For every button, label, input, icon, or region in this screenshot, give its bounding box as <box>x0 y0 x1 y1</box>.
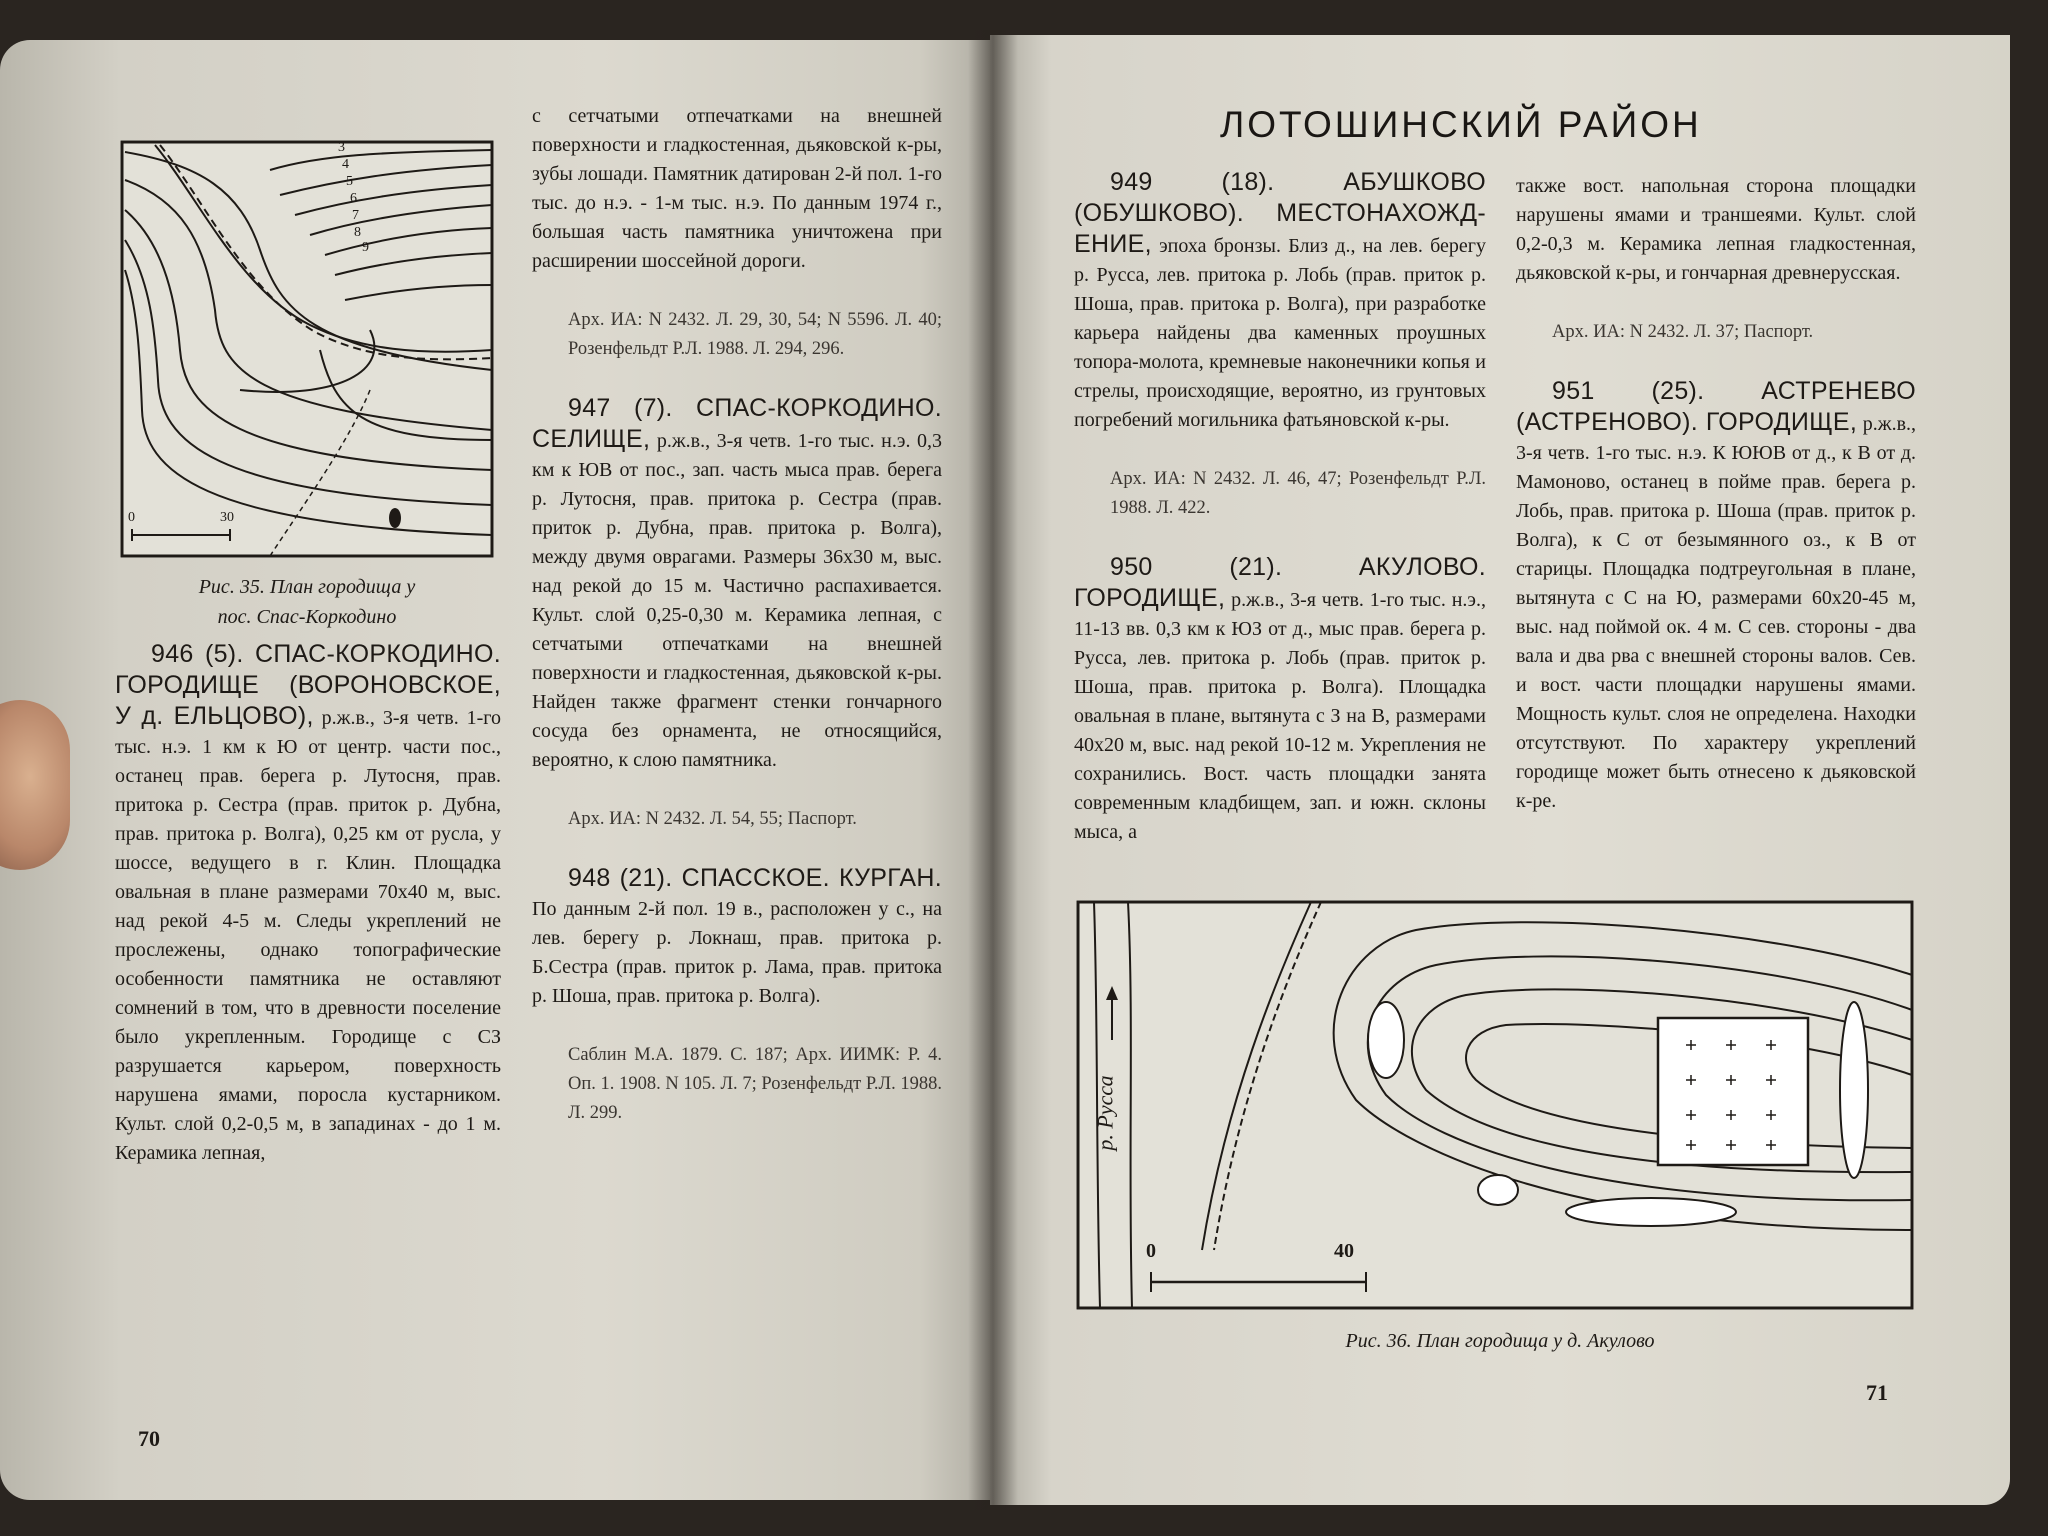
entry-946-body: р.ж.в., 3-я четв. 1-го тыс. н.э. 1 км к Ю от центр. части пос., останец прав. берега р. Лутосня, прав. притока р. Сестра (прав. приток р. Дубна, прав. притока р. Волга), 0,25 км от русла, у шоссе, ведущего в г. Клин. Площадка овальная в плане размерами 70х40 м, выс. над рекой 4-5 м. Следы укреплений не прослежены, однако топографические особенности памятника не оставляют сомнений в том, что в древности поселение было укрепленным. Городище с СЗ разрушается карьером, поверхность нарушена ямами, поросла кустарником. Культ. слой 0,2-0,5 м, в западинах - до 1 м. Керамика лепная, <box>115 707 501 1164</box>
contour-label: 4 <box>342 157 349 172</box>
entry-947-body: р.ж.в., 3-я четв. 1-го тыс. н.э. 0,3 км к ЮВ от пос., зап. часть мыса прав. берега р. Лутосня, прав. притока р. Сестра (прав. приток р. Дубна, прав. притока р. Волга), между двумя оврагами. Размеры 36х30 м, выс. над рекой до 15 м. Частично распахивается. Культ. слой 0,25-0,30 м. Керамика лепная, с сетчатыми отпечатками на внешней поверхности и гладкостенная, дьяковской к-ры. Найден также фрагмент стенки гончарного сосуда без орнамента, не относящийся, вероятно, к слою памятника. <box>532 430 943 771</box>
reference: Саблин М.А. 1879. С. 187; Арх. ИИМК: Р. 4. Оп. 1. 1908. N 105. Л. 7; Розенфельдт Р.Л. 1988. Л. 299. <box>568 1045 942 1123</box>
reference: Арх. ИА: N 2432. Л. 29, 30, 54; N 5596. Л. 40; Розенфельдт Р.Л. 1988. Л. 294, 296. <box>568 310 942 359</box>
page-number-right: 71 <box>1866 1380 1888 1405</box>
contour-label: 6 <box>350 191 357 206</box>
right-col1 <box>1074 168 1486 847</box>
entry-950-heading: 950 (21). АКУЛОВО. ГОРОДИЩЕ, <box>1074 553 1486 612</box>
entry-951-body: р.ж.в., 3-я четв. 1-го тыс. н.э. К ЮЮВ от д., к В от д. Мамоново, останец в пойме прав. берега р. Лобь, прав. притока р. Шоша (прав. приток р. Волга), к С от безымянного оз., к В от старицы. Площадка подтреугольная в плане, вытянута с С на Ю, размерами 60х20-45 м, выс. над поймой ок. 4 м. С сев. стороны - два вала и два рва с внешней стороны валов. Сев. и вост. части площадки нарушены ямами. Мощность культ. слоя не определена. Находки отсутствуют. По характеру укреплений городище может быть отнесено к дьяковской к-ре. <box>1516 413 1917 812</box>
page-number-left: 70 <box>138 1426 160 1451</box>
caption-line: Рис. 35. План городища у <box>198 576 416 598</box>
left-col2 <box>532 102 942 1158</box>
reference: Арх. ИА: N 2432. Л. 54, 55; Паспорт. <box>568 809 857 829</box>
contour-label: 9 <box>362 240 369 255</box>
entry-950-body: р.ж.в., 3-я четв. 1-го тыс. н.э., 11-13 вв. 0,3 км к ЮЗ от д., мыс прав. берега р. Русса, лев. притока р. Лобь (прав. приток р. Шоша, прав. притока р. Волга). Площадка овальная в плане, вытянута с З на В, размерами 40х20 м, выс. над рекой 10-12 м. Укрепления не сохранились. Вост. часть площадки занята современным кладбищем, зап. и южн. склоны мыса, а <box>1074 589 1486 843</box>
contour-label: 7 <box>352 208 359 223</box>
scale-label: 30 <box>220 510 234 525</box>
thumb <box>0 700 70 870</box>
contour-label: 8 <box>354 225 361 240</box>
right-col2 <box>1516 172 1916 816</box>
contour-label: 5 <box>346 174 353 189</box>
book-gutter <box>968 30 1018 1510</box>
figure-36-caption: Рис. 36. План городища у д. Акулово <box>1345 1330 1655 1352</box>
figure-36-map <box>1076 900 1914 1310</box>
caption-line: пос. Спас-Коркодино <box>217 606 397 628</box>
entry-946-heading: 946 (5). СПАС-КОРКОДИНО. ГОРОДИЩЕ (ВОРОНОВСКОЕ, У д. ЕЛЬЦОВО), <box>115 640 501 730</box>
scale-label: 40 <box>1334 1240 1354 1262</box>
entry-949-body: эпоха бронзы. Близ д., на лев. берегу р. Русса, лев. притока р. Лобь (прав. приток р. Шоша, прав. притока р. Волга), при разработке карьера найдены два каменных проушных топора-молота, кремневые наконечники копья и стрелы, происходящие, вероятно, из грунтовых погребений могильника фатьяновской к-ры. <box>1074 235 1486 431</box>
river-label: р. Русса <box>1092 1075 1118 1151</box>
entry-948-body: По данным 2-й пол. 19 в., расположен у с., на лев. берегу р. Локнаш, прав. притока р. Б.Сестра (прав. приток р. Лама, прав. притока р. Шоша, прав. притока р. Волга). <box>532 898 942 1007</box>
entry-947-heading: 947 (7). СПАС-КОРКОДИНО. СЕЛИЩЕ, <box>532 394 942 453</box>
scale-label: 0 <box>1146 1240 1156 1262</box>
figure-35-map <box>120 140 494 558</box>
entry-946-continued: с сетчатыми отпечатками на внешней поверхности и гладкостенная, дьяковской к-ры, зубы лошади. Памятник датирован 2-й пол. 1-го тыс. до н.э. - 1-м тыс. н.э. По данным 1974 г., большая часть памятника уничтожена при расширении шоссейной дороги. <box>532 105 942 272</box>
entry-951-heading: 951 (25). АСТРЕНЕВО (АСТРЕНОВО). ГОРОДИЩЕ, <box>1516 377 1916 436</box>
entry-949-heading: 949 (18). АБУШКОВО (ОБУШКОВО). МЕСТОНАХОЖД-ЕНИЕ, <box>1074 168 1486 258</box>
scale-label: 0 <box>128 510 135 525</box>
left-col1 <box>115 640 501 1168</box>
contour-label: 3 <box>338 140 345 155</box>
reference: Арх. ИА: N 2432. Л. 37; Паспорт. <box>1552 322 1814 342</box>
entry-950-continued: также вост. напольная сторона площадки нарушены ямами и траншеями. Культ. слой 0,2-0,3 м. Керамика лепная гладкостенная, дьяковской к-ры, и гончарная древнерусская. <box>1516 175 1916 284</box>
reference: Арх. ИА: N 2432. Л. 46, 47; Розенфельдт Р.Л. 1988. Л. 422. <box>1110 469 1486 518</box>
figure-35-caption <box>120 572 494 632</box>
district-title: ЛОТОШИНСКИЙ РАЙОН <box>1220 104 1702 145</box>
entry-948-heading: 948 (21). СПАССКОЕ. КУРГАН. <box>568 864 942 892</box>
